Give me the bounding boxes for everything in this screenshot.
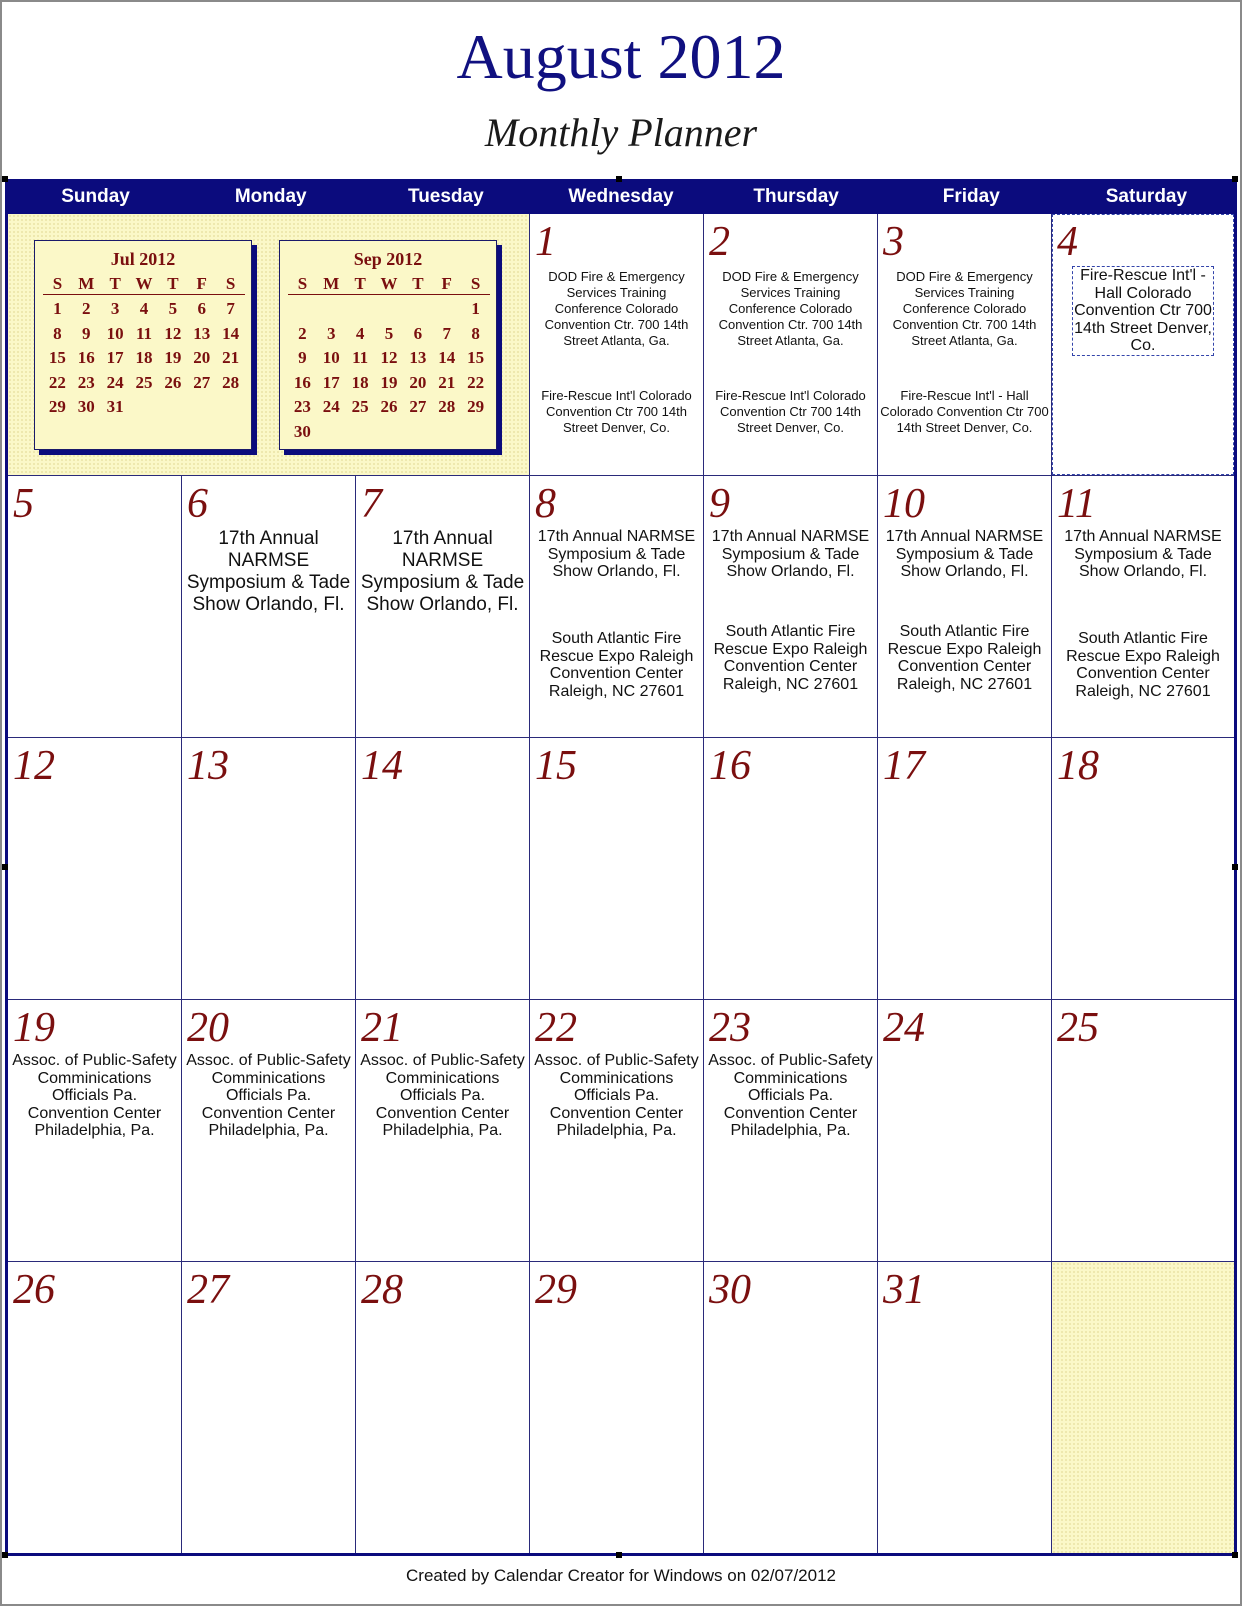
day-cell-20[interactable] [182,1000,356,1262]
day-cell-31[interactable] [878,1262,1052,1553]
mini-day: 28 [222,372,240,392]
mini-weekday: M [78,274,95,293]
day-cell-17[interactable] [878,738,1052,1000]
mini-day: 8 [471,323,480,343]
mini-day: 12 [380,348,398,367]
day-cell-15[interactable] [530,738,704,1000]
footer-credit: Created by Calendar Creator for Windows on 02/07/2012 [406,1566,836,1585]
day-cell-12[interactable] [8,738,182,1000]
day-event: Fire-Rescue Int'l Colorado Convention Ctr 700 14th Street Denver, Co. [715,388,866,435]
mini-day [461,420,490,445]
day-number: 29 [535,1267,577,1313]
day-event: 17th Annual NARMSE Symposium & Tade Show Orlando, Fl. [537,528,696,580]
day-number: 11 [1057,481,1096,527]
mini-day: 10 [322,348,340,367]
day-cell-3[interactable] [878,214,1052,476]
day-event: Assoc. of Public-Safety Comminications Officials Pa. Convention Center Philadelphia, Pa. [534,1052,699,1139]
day-number: 19 [13,1005,55,1051]
day-event: Assoc. of Public-Safety Comminications Officials Pa. Convention Center Philadelphia, Pa. [360,1052,525,1139]
mini-day [187,395,216,420]
day-cell-21[interactable] [356,1000,530,1262]
weekday-saturday: Saturday [1105,186,1188,207]
resize-handle[interactable] [2,176,8,182]
page-title: August 2012 [456,21,786,92]
day-event-box[interactable]: Fire-Rescue Int'l - Hall Colorado Convention Ctr 700 14th Street Denver, Co. [1072,266,1214,356]
day-event: DOD Fire & Emergency Services Training Conference Colorado Convention Ctr. 700 14th Street Atlanta, Ga. [892,269,1037,348]
mini-day: 16 [293,372,311,392]
mini-day: 17 [322,372,340,392]
mini-calendar-days [288,297,490,444]
mini-calendar-jul [34,240,252,450]
mini-weekday: T [167,274,179,293]
day-number: 9 [709,481,730,527]
mini-day: 15 [467,348,485,367]
mini-weekday: S [297,274,308,293]
mini-day [403,420,432,445]
mini-day: 4 [139,299,149,318]
day-event: DOD Fire & Emergency Services Training Conference Colorado Convention Ctr. 700 14th Street Atlanta, Ga. [718,269,863,348]
mini-day: 13 [409,348,427,367]
mini-day: 10 [106,323,124,343]
day-number: 15 [535,743,577,789]
mini-day: 21 [438,372,456,392]
weekday-header [8,182,1234,214]
mini-day: 22 [467,372,485,392]
mini-day [432,297,461,322]
day-cell-16[interactable] [704,738,878,1000]
mini-day: 1 [471,299,480,318]
mini-day [130,395,159,420]
day-cell-7[interactable] [356,476,530,738]
mini-day: 16 [77,348,95,367]
day-cell-5[interactable] [8,476,182,738]
mini-day: 28 [438,397,456,416]
day-event: South Atlantic Fire Rescue Expo Raleigh Convention Center Raleigh, NC 27601 [713,623,868,693]
mini-day [288,297,317,322]
mini-day: 7 [226,299,235,318]
mini-day [317,297,346,322]
mini-day: 20 [193,348,211,367]
mini-day: 20 [409,372,427,392]
day-number: 21 [361,1005,403,1051]
mini-day: 4 [355,323,365,343]
mini-weekday: M [323,274,340,293]
day-event: South Atlantic Fire Rescue Expo Raleigh Convention Center Raleigh, NC 27601 [1066,630,1220,700]
mini-day: 19 [380,372,398,392]
mini-calendar-area [8,214,530,476]
mini-weekday: W [135,274,153,293]
day-event: Fire-Rescue Int'l - Hall Colorado Convention Ctr 700 14th Street Denver, Co. [880,388,1049,435]
day-number: 27 [187,1267,229,1313]
day-number: 2 [709,219,730,265]
day-cell-2[interactable] [704,214,878,476]
day-number: 31 [883,1267,925,1313]
day-number: 25 [1057,1005,1099,1051]
day-event: South Atlantic Fire Rescue Expo Raleigh Convention Center Raleigh, NC 27601 [887,623,1042,693]
mini-day: 3 [110,299,120,318]
mini-day: 24 [106,372,124,392]
mini-day: 22 [48,372,66,392]
mini-day: 5 [384,323,394,343]
weekday-wednesday: Wednesday [568,186,674,207]
day-event: Fire-Rescue Int'l Colorado Convention Ctr 700 14th Street Denver, Co. [541,388,692,435]
mini-day [158,395,187,420]
mini-day: 15 [48,348,66,367]
mini-day: 25 [351,397,369,416]
day-cell-14[interactable] [356,738,530,1000]
day-number: 26 [13,1267,55,1313]
day-event: 17th Annual NARMSE Symposium & Tade Show Orlando, Fl. [360,528,525,615]
mini-day: 25 [135,372,153,392]
day-number: 20 [187,1005,229,1051]
day-event: Assoc. of Public-Safety Comminications Officials Pa. Convention Center Philadelphia, Pa. [186,1052,351,1139]
day-number: 30 [709,1267,751,1313]
day-cell-22[interactable] [530,1000,704,1262]
mini-calendar-weekdays [288,273,490,295]
mini-day: 11 [135,323,153,343]
mini-calendar-sep [279,240,497,450]
mini-day: 18 [135,348,153,367]
mini-weekday: S [52,274,63,293]
mini-day: 8 [53,323,62,343]
day-number: 24 [883,1005,925,1051]
mini-day: 29 [48,397,66,416]
day-number: 12 [13,743,55,789]
mini-day: 30 [77,397,95,416]
mini-day [432,420,461,445]
day-cell-11[interactable] [1052,476,1234,738]
mini-day: 21 [222,348,240,367]
day-number: 5 [13,481,34,527]
mini-day: 6 [413,323,423,343]
mini-day: 9 [82,323,91,343]
mini-day: 27 [409,397,427,416]
weekday-sunday: Sunday [61,186,130,207]
day-number: 23 [709,1005,751,1051]
day-event: DOD Fire & Emergency Services Training Conference Colorado Convention Ctr. 700 14th Street Atlanta, Ga. [544,269,689,348]
mini-day: 7 [442,323,451,343]
mini-day: 26 [164,372,182,392]
day-cell-19[interactable] [8,1000,182,1262]
day-event: 17th Annual NARMSE Symposium & Tade Show Orlando, Fl. [885,528,1044,580]
day-event: 17th Annual NARMSE Symposium & Tade Show Orlando, Fl. [186,528,351,615]
mini-day [375,420,404,445]
day-number: 16 [709,743,751,789]
mini-day: 11 [352,348,369,367]
empty-cell [1052,1262,1234,1553]
weekday-tuesday: Tuesday [408,186,484,207]
day-cell-28[interactable] [356,1262,530,1553]
mini-day: 24 [322,397,340,416]
day-number: 18 [1057,743,1099,789]
day-event: 17th Annual NARMSE Symposium & Tade Show Orlando, Fl. [711,528,870,580]
mini-day [346,297,375,322]
day-cell-29[interactable] [530,1262,704,1553]
day-cell-26[interactable] [8,1262,182,1553]
mini-day: 1 [53,299,62,318]
resize-handle[interactable] [1232,1552,1238,1558]
day-cell-8[interactable] [530,476,704,738]
mini-calendar-title: Sep 2012 [353,249,423,269]
mini-weekday: F [196,274,207,293]
day-cell-24[interactable] [878,1000,1052,1262]
resize-handle[interactable] [616,1552,622,1558]
resize-handle[interactable] [2,1552,8,1558]
day-number: 6 [187,481,208,527]
day-cell-18[interactable] [1052,738,1234,1000]
mini-weekday: W [380,274,398,293]
mini-day: 31 [106,397,124,416]
mini-day: 23 [77,372,95,392]
resize-handle[interactable] [616,176,622,182]
mini-day [403,297,432,322]
day-cell-25[interactable] [1052,1000,1234,1262]
day-event: Assoc. of Public-Safety Comminications Officials Pa. Convention Center Philadelphia, Pa. [12,1052,177,1139]
page-subtitle: Monthly Planner [484,110,758,155]
mini-calendar-title: Jul 2012 [110,249,176,269]
mini-day: 6 [197,299,206,318]
mini-day: 27 [193,372,211,392]
weekday-monday: Monday [234,186,307,207]
mini-day: 3 [327,323,336,343]
day-cell-1[interactable] [530,214,704,476]
mini-weekday: S [225,274,236,293]
day-number: 1 [535,219,556,265]
day-cell-27[interactable] [182,1262,356,1553]
mini-day: 19 [164,348,182,367]
month-grid [8,214,1234,1553]
mini-day [317,420,346,445]
day-number: 4 [1057,219,1078,265]
day-cell-13[interactable] [182,738,356,1000]
day-cell-4[interactable] [1052,214,1234,476]
mini-day: 30 [293,421,311,441]
mini-day [216,395,245,420]
mini-calendar-weekdays [43,273,245,295]
mini-day: 23 [293,397,311,416]
day-number: 13 [187,743,229,789]
mini-day: 5 [168,299,178,318]
day-cell-23[interactable] [704,1000,878,1262]
day-event: South Atlantic Fire Rescue Expo Raleigh Convention Center Raleigh, NC 27601 [539,630,694,700]
mini-day: 9 [298,348,307,367]
mini-day: 2 [82,299,91,318]
mini-day: 26 [380,397,398,416]
mini-weekday: S [470,274,481,293]
day-event: Assoc. of Public-Safety Comminications Officials Pa. Convention Center Philadelphia, Pa. [708,1052,873,1139]
day-cell-30[interactable] [704,1262,878,1553]
day-number: 14 [361,743,403,789]
mini-day: 29 [467,397,485,416]
mini-calendar-days [43,297,245,420]
resize-handle[interactable] [2,864,8,870]
mini-day: 2 [298,323,307,343]
weekday-thursday: Thursday [753,186,839,207]
mini-weekday: T [109,274,121,293]
day-number: 17 [883,743,925,789]
mini-day: 17 [106,348,124,367]
day-number: 7 [361,481,382,527]
mini-day [375,297,404,322]
day-number: 28 [361,1267,403,1313]
day-number: 3 [883,219,904,265]
weekday-friday: Friday [942,186,1000,207]
day-cell-6[interactable] [182,476,356,738]
mini-day: 13 [193,323,211,343]
mini-weekday: T [354,274,366,293]
mini-day [346,420,375,445]
mini-weekday: T [412,274,424,293]
mini-day: 14 [222,323,240,343]
mini-day: 12 [164,323,182,343]
day-number: 8 [535,481,556,527]
day-event: 17th Annual NARMSE Symposium & Tade Show Orlando, Fl. [1064,528,1222,580]
day-number: 22 [535,1005,577,1051]
mini-weekday: F [441,274,452,293]
resize-handle[interactable] [1232,864,1238,870]
calendar-grid [5,179,1237,1556]
mini-day: 18 [351,372,369,392]
mini-day: 14 [438,348,456,367]
resize-handle[interactable] [1232,176,1238,182]
day-cell-10[interactable] [878,476,1052,738]
day-cell-9[interactable] [704,476,878,738]
day-number: 10 [883,481,925,527]
